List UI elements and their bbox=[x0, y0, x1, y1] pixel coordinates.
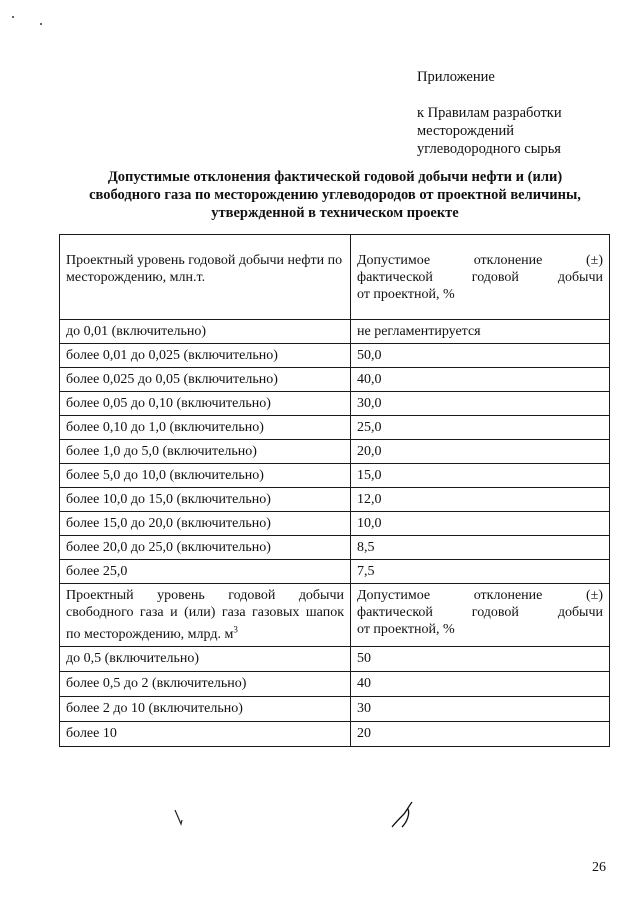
level-cell: более 10 bbox=[60, 721, 351, 746]
table-row bbox=[60, 536, 610, 560]
level-cell: более 10,0 до 15,0 (включительно) bbox=[60, 488, 351, 512]
title-line: Допустимые отклонения фактической годовой добычи нефти и (или) bbox=[107, 169, 563, 185]
level-cell: до 0,5 (включительно) bbox=[60, 646, 351, 671]
scan-speck bbox=[12, 16, 14, 18]
level-cell: более 15,0 до 20,0 (включительно) bbox=[60, 512, 351, 536]
header-level-line: Проектный уровень годовой добычи bbox=[66, 588, 344, 603]
appendix-header bbox=[417, 68, 562, 158]
document-title bbox=[60, 168, 610, 222]
header-level-line bbox=[66, 624, 238, 642]
gas-header-row bbox=[60, 584, 610, 647]
table-row bbox=[60, 488, 610, 512]
header-deviation-line: фактической годовой добычи bbox=[357, 270, 603, 285]
oil-header-deviation bbox=[351, 235, 610, 320]
oil-header-level-text: Проектный уровень годовой добычи нефти по месторождению, млн.т. bbox=[66, 253, 343, 285]
scan-speck bbox=[40, 23, 42, 25]
deviation-cell: не регламентируется bbox=[351, 320, 610, 344]
gas-header-level bbox=[60, 584, 351, 647]
level-cell: более 0,01 до 0,025 (включительно) bbox=[60, 344, 351, 368]
deviation-cell: 20,0 bbox=[351, 440, 610, 464]
level-cell: более 0,5 до 2 (включительно) bbox=[60, 671, 351, 696]
oil-header-level bbox=[60, 235, 351, 320]
handwritten-initial bbox=[390, 800, 420, 830]
table-row bbox=[60, 721, 610, 746]
deviation-cell: 50,0 bbox=[351, 344, 610, 368]
deviation-cell: 8,5 bbox=[351, 536, 610, 560]
deviation-cell: 15,0 bbox=[351, 464, 610, 488]
deviation-cell: 50 bbox=[351, 646, 610, 671]
appendix-reference-line: к Правилам разработки bbox=[417, 105, 562, 121]
table-row bbox=[60, 392, 610, 416]
header-deviation-line: от проектной, % bbox=[357, 622, 455, 637]
header-deviation-line: Допустимое отклонение (±) bbox=[357, 253, 603, 268]
level-cell: до 0,01 (включительно) bbox=[60, 320, 351, 344]
unit-superscript: 3 bbox=[233, 624, 238, 634]
deviation-cell: 10,0 bbox=[351, 512, 610, 536]
deviation-cell: 40 bbox=[351, 671, 610, 696]
level-cell: более 2 до 10 (включительно) bbox=[60, 696, 351, 721]
gas-header-deviation bbox=[351, 584, 610, 647]
table-row bbox=[60, 320, 610, 344]
oil-header-row bbox=[60, 235, 610, 320]
deviation-cell: 30,0 bbox=[351, 392, 610, 416]
level-cell: более 5,0 до 10,0 (включительно) bbox=[60, 464, 351, 488]
level-cell: более 1,0 до 5,0 (включительно) bbox=[60, 440, 351, 464]
table-row bbox=[60, 671, 610, 696]
table-row bbox=[60, 560, 610, 584]
table-row bbox=[60, 512, 610, 536]
appendix-label: Приложение bbox=[417, 69, 495, 85]
table-row bbox=[60, 368, 610, 392]
title-line: свободного газа по месторождению углеводородов от проектной величины, bbox=[89, 187, 581, 203]
deviation-cell: 30 bbox=[351, 696, 610, 721]
level-cell: более 20,0 до 25,0 (включительно) bbox=[60, 536, 351, 560]
level-cell: более 0,05 до 0,10 (включительно) bbox=[60, 392, 351, 416]
deviation-cell: 25,0 bbox=[351, 416, 610, 440]
table-row bbox=[60, 440, 610, 464]
deviation-cell: 7,5 bbox=[351, 560, 610, 584]
pen-tick-mark bbox=[172, 808, 192, 826]
table-row bbox=[60, 696, 610, 721]
title-line: утвержденной в техническом проекте bbox=[211, 205, 459, 221]
level-cell: более 0,10 до 1,0 (включительно) bbox=[60, 416, 351, 440]
deviation-cell: 20 bbox=[351, 721, 610, 746]
header-deviation-line: фактической годовой добычи bbox=[357, 605, 603, 620]
header-level-line-text: по месторождению, млрд. м bbox=[66, 626, 234, 642]
table-row bbox=[60, 416, 610, 440]
table-row bbox=[60, 646, 610, 671]
level-cell: более 0,025 до 0,05 (включительно) bbox=[60, 368, 351, 392]
appendix-reference-line: месторождений bbox=[417, 123, 515, 139]
header-deviation-line: от проектной, % bbox=[357, 287, 455, 302]
header-deviation-line: Допустимое отклонение (±) bbox=[357, 588, 603, 603]
deviation-table bbox=[59, 234, 610, 747]
table-row bbox=[60, 464, 610, 488]
deviation-cell: 12,0 bbox=[351, 488, 610, 512]
page-number: 26 bbox=[592, 860, 606, 875]
deviation-cell: 40,0 bbox=[351, 368, 610, 392]
level-cell: более 25,0 bbox=[60, 560, 351, 584]
header-level-line: свободного газа и (или) газа газовых шапок bbox=[66, 605, 344, 620]
appendix-reference-line: углеводородного сырья bbox=[417, 141, 561, 157]
table-row bbox=[60, 344, 610, 368]
